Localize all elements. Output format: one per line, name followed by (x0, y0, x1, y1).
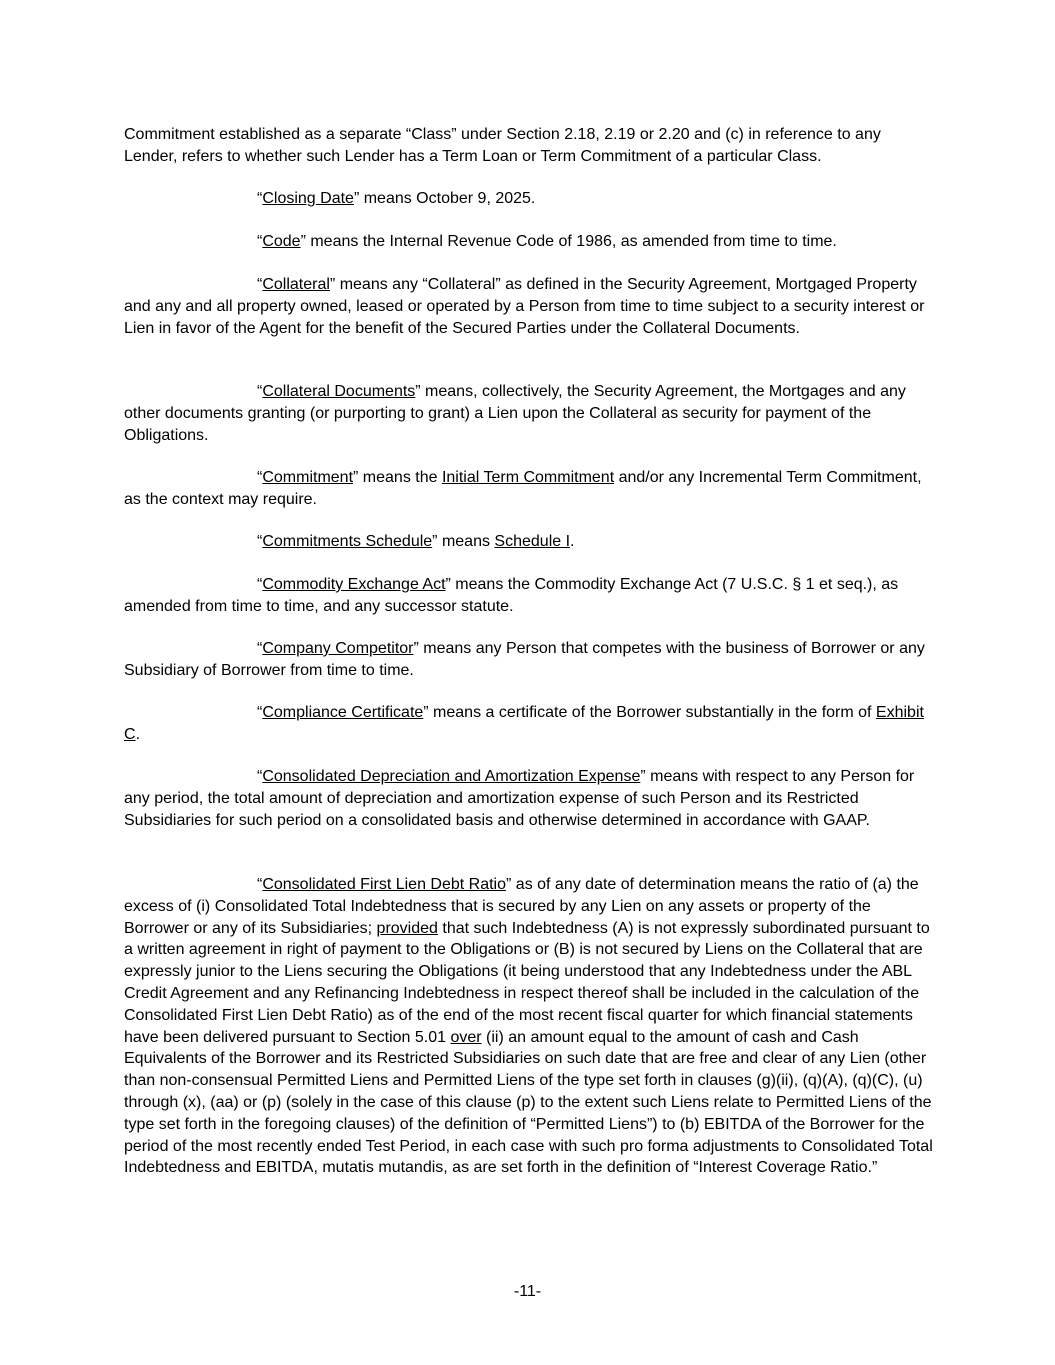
definition-commitment (124, 467, 934, 511)
definition-text: ” means the Internal Revenue Code of 1986, as amended from time to time. (300, 233, 837, 250)
defined-term: Collateral Documents (262, 383, 416, 400)
defined-term: Code (262, 233, 301, 250)
defined-term: Closing Date (262, 190, 354, 207)
definition-text: ” means October 9, 2025. (353, 190, 536, 207)
cross-reference: Exhibit C (124, 704, 924, 743)
open-quote: “ (257, 469, 263, 486)
open-quote: “ (257, 383, 263, 400)
open-quote: “ (257, 233, 263, 250)
open-quote: “ (257, 640, 263, 657)
definition-commodity-exchange-act (124, 574, 934, 618)
definition-consolidated-first-lien-debt-ratio (124, 874, 934, 1179)
definition-text: ” means any “Collateral” as defined in the Security Agreement, Mortgaged Property and any and all property owned, leased or operated by a Person from time to time subject to a security interest or Lien in favor of the Agent for the benefit of the Secured Parties under the Collateral Documents. (124, 276, 925, 337)
defined-term: Commitments Schedule (262, 533, 433, 550)
defined-term: Compliance Certificate (262, 704, 424, 721)
definition-text: . (570, 533, 575, 550)
cross-reference: Schedule I (494, 533, 571, 550)
definition-text: . (135, 725, 141, 743)
defined-term: Commitment (262, 469, 354, 486)
open-quote: “ (257, 768, 263, 785)
defined-term: Company Competitor (262, 640, 414, 657)
open-quote: “ (257, 190, 263, 207)
open-quote: “ (257, 533, 263, 550)
open-quote: “ (257, 704, 263, 721)
definition-collateral-documents (124, 381, 934, 446)
definition-text: and/or any Incremental Term Commitment, as the context may require. (124, 469, 922, 508)
definition-text: (ii) an amount equal to the amount of cash and Cash Equivalents of the Borrower and its Restricted Subsidiaries on such date that are free and clear of any Lien (other than non-consensual Permitted Liens and Permitted Liens of the type set forth in clauses (g)(ii), (q)(A), (q)(C), (u) through (x), (aa) or (p) (solely in the case of this clause (p) to the extent such Liens relate to Permitted Liens of the type set forth in the foregoing clauses) of the definition of “Permitted Liens”) to (b) EBITDA of the Borrower for the period of the most recently ended Test Period, in each case with such pro forma adjustments to Consolidated Total Indebtedness and EBITDA, mutatis mutandis, as are set forth in the definition of “Interest Coverage Ratio.” (124, 1028, 933, 1177)
definition-text: ” means the (353, 469, 442, 486)
definition-text: ” means a certificate of the Borrower substantially in the form of (423, 704, 876, 721)
open-quote: “ (257, 576, 263, 593)
open-quote: “ (257, 276, 263, 293)
cross-reference: over (450, 1028, 482, 1046)
open-quote: “ (257, 876, 263, 893)
definition-text: ” means any Person that competes with the business of Borrower or any Subsidiary of Borrower from time to time. (124, 640, 925, 679)
definition-text: ” means the Commodity Exchange Act (7 U.S.C. § 1 et seq.), as amended from time to time, and any successor statute. (124, 576, 899, 615)
definition-compliance-certificate (124, 702, 934, 746)
definition-company-competitor (124, 638, 934, 682)
defined-term: Collateral (262, 276, 330, 293)
defined-term: Commodity Exchange Act (262, 576, 446, 593)
page-number: -11- (513, 1283, 542, 1300)
definition-closing-date (124, 188, 1055, 210)
defined-term: Consolidated First Lien Debt Ratio (262, 876, 507, 893)
definition-text: ” means (432, 533, 495, 550)
definition-consolidated-depreciation (124, 766, 934, 831)
definition-text: ” means, collectively, the Security Agreement, the Mortgages and any other documents granting (or purporting to grant) a Lien upon the Collateral as security for payment of the Obligations. (124, 383, 906, 444)
definition-code (124, 231, 1055, 253)
definition-text: that such Indebtedness (A) is not expressly subordinated pursuant to a written agreement in right of payment to the Obligations or (B) is not secured by Liens on the Collateral that are expressly junior to the Liens securing the Obligations (it being understood that any Indebtedness under the ABL Credit Agreement and any Refinancing Indebtedness in respect thereof shall be included in the calculation of the Consolidated First Lien Debt Ratio) as of the end of the most recent fiscal quarter for which financial statements have been delivered pursuant to Section 5.01 (124, 919, 930, 1046)
defined-term: Consolidated Depreciation and Amortization Expense (262, 768, 641, 785)
definition-text: ” means with respect to any Person for any period, the total amount of depreciation and amortization expense of such Person and its Restricted Subsidiaries for such period on a consolidated basis and otherwise determined in accordance with GAAP. (124, 768, 915, 829)
definition-commitments-schedule (124, 531, 1055, 553)
definition-collateral (124, 274, 934, 339)
paragraph-text: Commitment established as a separate “Class” under Section 2.18, 2.19 or 2.20 and (c) in reference to any Lender, refers to whether such Lender has a Term Loan or Term Commitment of a particular Class. (124, 126, 881, 165)
cross-reference: provided (376, 919, 438, 937)
definition-text: ” as of any date of determination means the ratio of (a) the excess of (i) Consolidated Total Indebtedness that is secured by any Lien on any assets or property of the Borrower or any of its Subsidiaries; (124, 876, 919, 937)
cross-reference: Initial Term Commitment (441, 469, 615, 486)
paragraph-class-continuation (124, 124, 934, 168)
